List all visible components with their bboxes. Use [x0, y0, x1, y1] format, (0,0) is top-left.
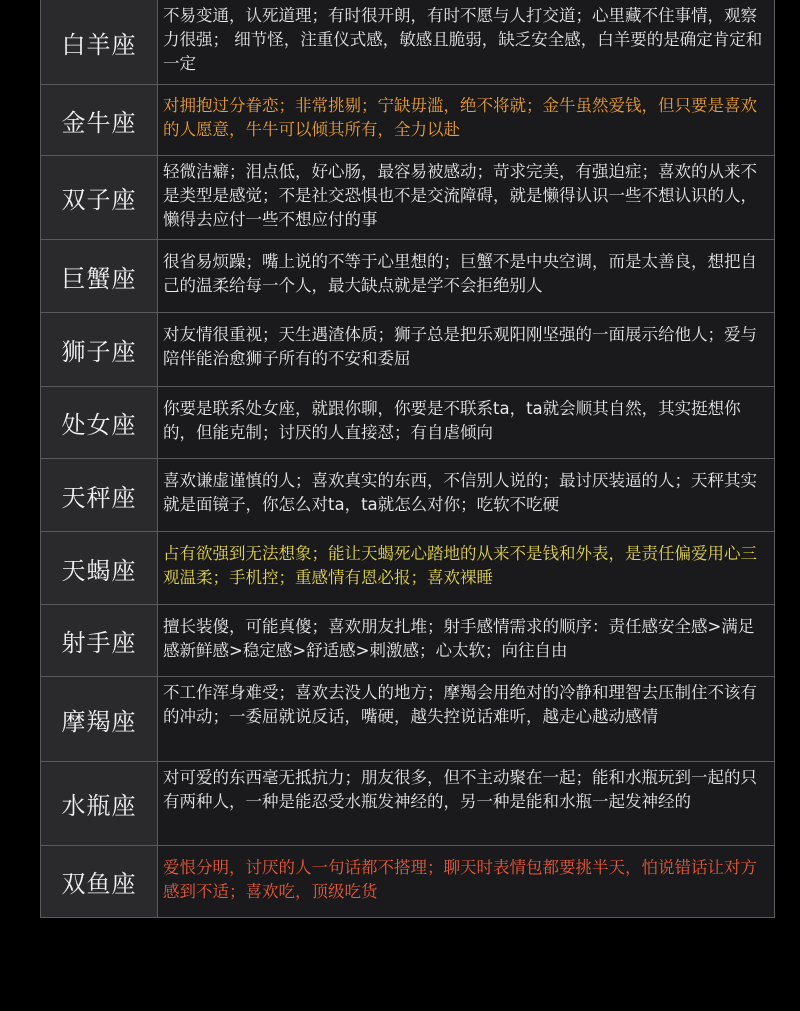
sign-name: 天蝎座: [41, 532, 158, 604]
sign-name: 摩羯座: [41, 677, 158, 761]
sign-name: 金牛座: [41, 85, 158, 155]
table-row: [41, 0, 774, 85]
sign-name: 处女座: [41, 387, 158, 458]
sign-name: 水瓶座: [41, 762, 158, 845]
table-row: [41, 240, 774, 313]
sign-description: 喜欢谦虚谨慎的人；喜欢真实的东西，不信别人说的；最讨厌装逼的人；天秤其实就是面镜子，你怎么对ta，ta就怎么对你；吃软不吃硬: [163, 471, 757, 514]
zodiac-table: [40, 0, 775, 918]
sign-name: 白羊座: [41, 0, 158, 84]
sign-name: 天秤座: [41, 459, 158, 531]
sign-description: 对拥抱过分眷恋；非常挑剔；宁缺毋滥，绝不将就；金牛虽然爱钱，但只要是喜欢的人愿意，牛牛可以倾其所有，全力以赴: [163, 96, 757, 139]
sign-name: 狮子座: [41, 313, 158, 386]
sign-description: 很省易烦躁；嘴上说的不等于心里想的；巨蟹不是中央空调，而是太善良，想把自己的温柔给每一个人，最大缺点就是学不会拒绝别人: [163, 252, 757, 295]
sign-description: 对友情很重视；天生遇渣体质；狮子总是把乐观阳刚坚强的一面展示给他人；爱与陪伴能治愈狮子所有的不安和委屈: [163, 325, 757, 368]
sign-description: 不工作浑身难受；喜欢去没人的地方；摩羯会用绝对的冷静和理智去压制住不该有的冲动；一委屈就说反话，嘴硬，越失控说话难听，越走心越动感情: [163, 683, 757, 726]
table-row: [41, 677, 774, 762]
sign-description: 爱恨分明，讨厌的人一句话都不搭理；聊天时表情包都要挑半天，怕说错话让对方感到不适；喜欢吃，顶级吃货: [163, 858, 757, 901]
table-row: [41, 387, 774, 459]
sign-description: 占有欲强到无法想象；能让天蝎死心踏地的从来不是钱和外表，是责任偏爱用心三观温柔；手机控；重感情有恩必报；喜欢裸睡: [163, 544, 757, 587]
table-row: [41, 532, 774, 605]
table-row: [41, 605, 774, 677]
sign-name: 巨蟹座: [41, 240, 158, 312]
sign-name: 双子座: [41, 156, 158, 239]
table-row: [41, 459, 774, 532]
sign-name: 射手座: [41, 605, 158, 676]
sign-description: 对可爱的东西毫无抵抗力；朋友很多，但不主动聚在一起；能和水瓶玩到一起的只有两种人，一种是能忍受水瓶发神经的，另一种是能和水瓶一起发神经的: [163, 768, 757, 811]
table-row: [41, 846, 774, 918]
sign-description: 轻微洁癖；泪点低，好心肠，最容易被感动；苛求完美，有强迫症；喜欢的从来不是类型是感觉；不是社交恐惧也不是交流障碍，就是懒得认识一些不想认识的人，懒得去应付一些不想应付的事: [163, 162, 757, 229]
sign-name: 双鱼座: [41, 846, 158, 917]
sign-description: 擅长装傻，可能真傻；喜欢朋友扎堆；射手感情需求的顺序：责任感安全感>满足感新鲜感>稳定感>舒适感>刺激感；心太软；向往自由: [163, 617, 755, 660]
table-row: [41, 313, 774, 387]
table-row: [41, 85, 774, 156]
sign-description: 你要是联系处女座，就跟你聊，你要是不联系ta，ta就会顺其自然，其实挺想你的，但能克制；讨厌的人直接怼；有自虐倾向: [163, 399, 741, 442]
sign-description: 不易变通，认死道理；有时很开朗，有时不愿与人打交道；心里藏不住事情，观察力很强； 细节怪，注重仪式感，敏感且脆弱，缺乏安全感，白羊要的是确定肯定和一定: [163, 6, 763, 73]
table-row: [41, 762, 774, 846]
table-row: [41, 156, 774, 240]
